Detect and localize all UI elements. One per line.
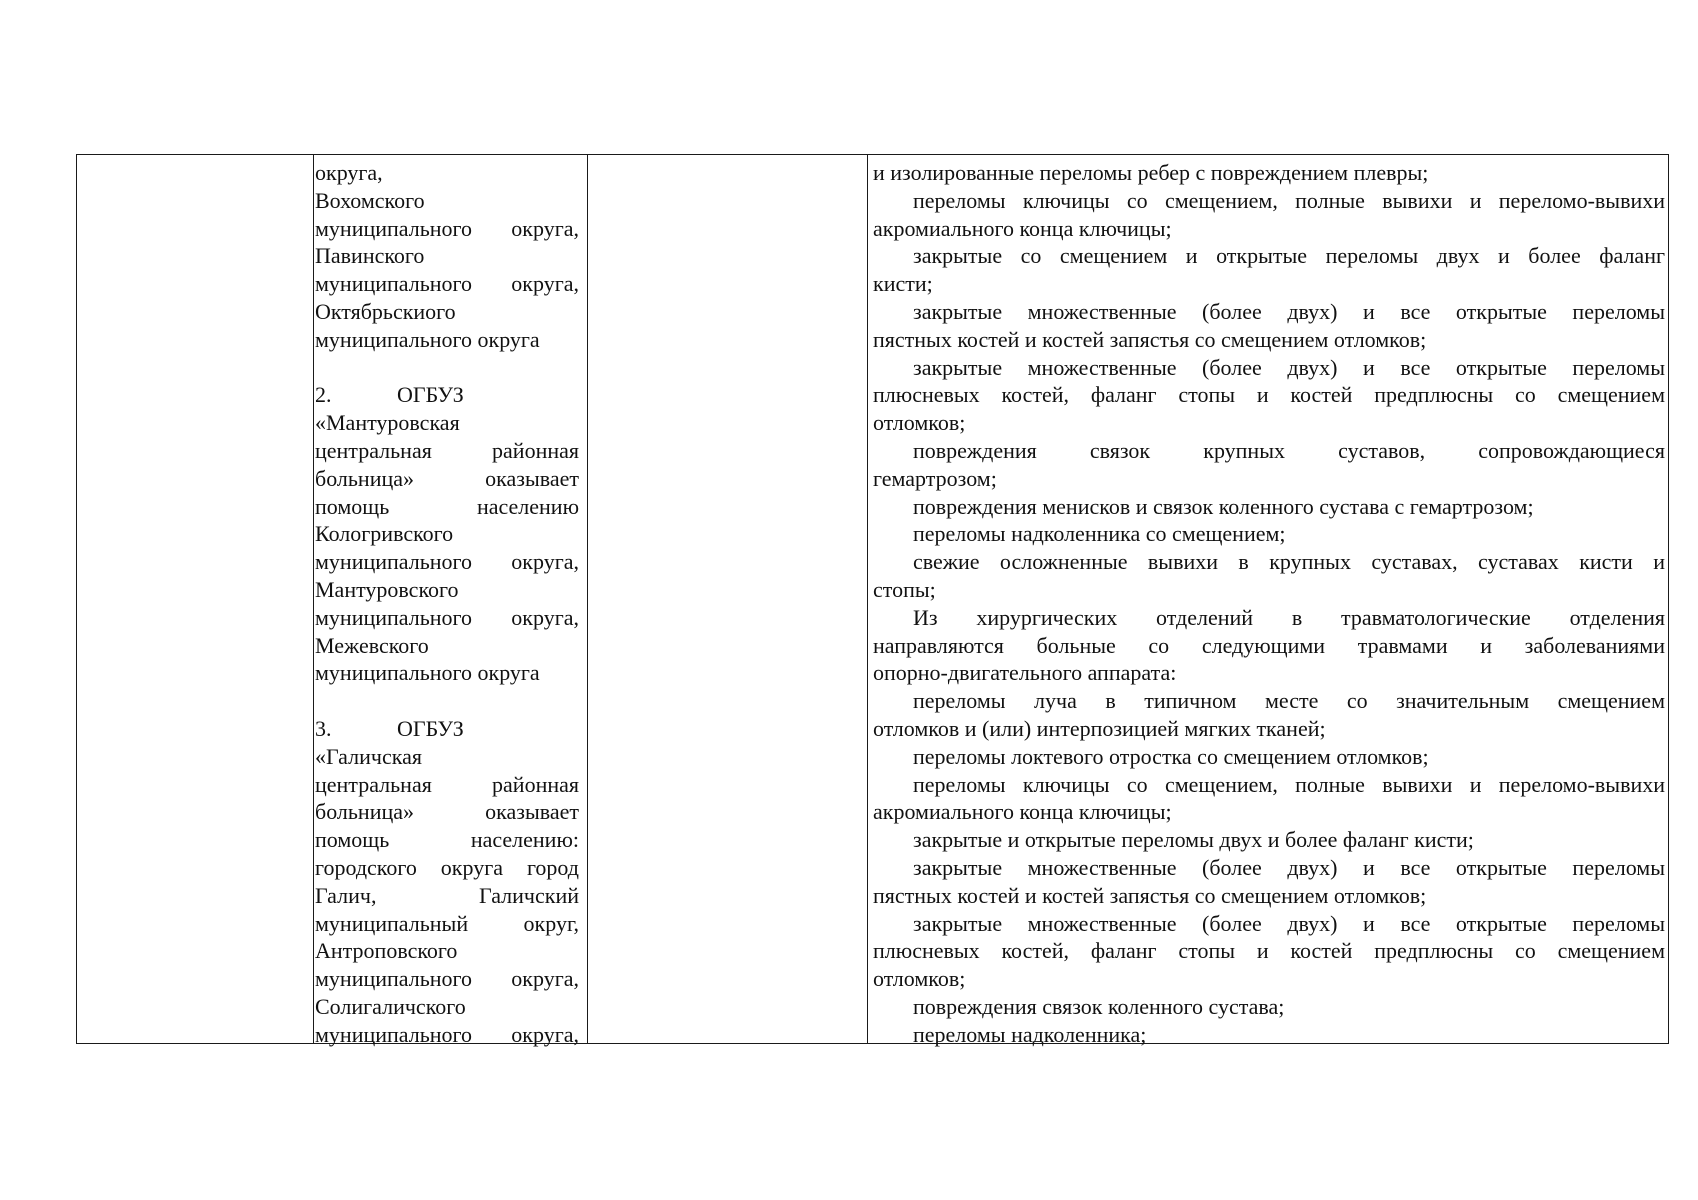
criteria-text-line: отломков; xyxy=(873,410,966,436)
criteria-text-line: закрытые множественные (более двух) и все открытые переломы xyxy=(913,910,1665,936)
criteria-text-line: переломы луча в типичном месте со значительным смещением xyxy=(913,688,1665,714)
institution-text-line: Кологривского xyxy=(315,521,454,547)
institution-text-line: округа, xyxy=(315,160,383,185)
criteria-text-line: закрытые множественные (более двух) и все открытые переломы xyxy=(913,298,1665,324)
criteria-text-line: отломков; xyxy=(873,966,966,992)
criteria-text-line: закрытые и открытые переломы двух и более фаланг кисти; xyxy=(913,827,1474,853)
institution-text-line: городского округа город xyxy=(315,854,579,880)
institution-text-line: муниципального округа xyxy=(315,660,540,686)
institution-text-line: центральная районная xyxy=(315,771,579,797)
criteria-text-line: акромиального конца ключицы; xyxy=(873,215,1172,241)
criteria-text-line: переломы локтевого отростка со смещением отломков; xyxy=(913,743,1429,769)
criteria-text-line: переломы ключицы со смещением, полные вывихи и переломо-вывихи xyxy=(913,187,1665,213)
institution-text-line: муниципального округа, xyxy=(315,549,579,575)
criteria-text-line: пястных костей и костей запястья со смещением отломков; xyxy=(873,882,1427,908)
criteria-text-line: стопы; xyxy=(873,576,936,602)
institution-text-line: Межевского xyxy=(315,632,429,658)
paragraph-gap xyxy=(315,687,579,715)
institution-text-line: Павинского xyxy=(315,243,425,269)
criteria-column xyxy=(873,159,1665,1049)
column-divider-2 xyxy=(587,155,588,1043)
institution-text-line: центральная районная xyxy=(315,437,579,463)
column-divider-1 xyxy=(313,155,314,1043)
criteria-text-line: переломы ключицы со смещением, полные вывихи и переломо-вывихи xyxy=(913,771,1665,797)
criteria-text-line: закрытые множественные (более двух) и все открытые переломы xyxy=(913,854,1665,880)
institution-text-line: муниципального округа xyxy=(315,326,540,352)
paragraph-gap xyxy=(315,354,579,382)
institution-text-line: муниципального округа, xyxy=(315,271,579,297)
criteria-text-line: Из хирургических отделений в травматологические отделения xyxy=(913,604,1665,630)
column-divider-3 xyxy=(867,155,868,1043)
institution-text-line: Солигаличского xyxy=(315,993,466,1019)
institution-text-line: муниципального округа, xyxy=(315,1021,579,1047)
criteria-text-line: повреждения связок коленного сустава; xyxy=(913,993,1285,1019)
institution-text-line: помощь населению: xyxy=(315,827,579,853)
institution-text-line: больница» оказывает xyxy=(315,465,579,491)
criteria-text-line: акромиального конца ключицы; xyxy=(873,799,1172,825)
document-table xyxy=(76,154,1669,1047)
criteria-text-line: закрытые множественные (более двух) и все открытые переломы xyxy=(913,354,1665,380)
institution-text-line: Вохомского xyxy=(315,187,425,213)
institution-text-line: муниципальный округ, xyxy=(315,910,579,936)
institution-text-line: помощь населению xyxy=(315,493,579,519)
criteria-text-line: повреждения связок крупных суставов, сопровождающиеся xyxy=(913,437,1665,463)
institution-text-line: Октябрьскиого xyxy=(315,298,456,324)
institution-text-line: Мантуровского xyxy=(315,576,459,602)
institution-text-line: муниципального округа, xyxy=(315,604,579,630)
institutions-column xyxy=(315,159,579,1049)
criteria-text-line: кисти; xyxy=(873,271,933,297)
criteria-text-line: переломы надколенника; xyxy=(913,1021,1147,1047)
criteria-text-line: направляются больные со следующими травмами и заболеваниями xyxy=(873,632,1665,658)
criteria-text-line: плюсневых костей, фаланг стопы и костей предплюсны со смещением xyxy=(873,382,1665,408)
institution-text-line: «Мантуровская xyxy=(315,410,460,436)
criteria-text-line: пястных костей и костей запястья со смещением отломков; xyxy=(873,326,1427,352)
institution-text-line: больница» оказывает xyxy=(315,799,579,825)
institution-text-line: муниципального округа, xyxy=(315,215,579,241)
criteria-text-line: опорно-двигательного аппарата: xyxy=(873,660,1177,686)
institution-number-line: 2. ОГБУЗ xyxy=(315,382,464,408)
institution-text-line: Галич, Галичский xyxy=(315,882,579,908)
criteria-text-line: свежие осложненные вывихи в крупных суставах, суставах кисти и xyxy=(913,549,1665,575)
criteria-text-line: повреждения менисков и связок коленного сустава с гемартрозом; xyxy=(913,493,1534,519)
criteria-text-line: плюсневых костей, фаланг стопы и костей предплюсны со смещением xyxy=(873,938,1665,964)
institution-number-line: 3. ОГБУЗ xyxy=(315,715,464,741)
criteria-text-line: переломы надколенника со смещением; xyxy=(913,521,1286,547)
criteria-text-line: гемартрозом; xyxy=(873,465,997,491)
institution-text-line: Антроповского xyxy=(315,938,458,964)
institution-text-line: муниципального округа, xyxy=(315,966,579,992)
institution-text-line: «Галичская xyxy=(315,743,422,769)
criteria-text-line: и изолированные переломы ребер с повреждением плевры; xyxy=(873,160,1429,185)
criteria-text-line: отломков и (или) интерпозицией мягких тканей; xyxy=(873,715,1326,741)
criteria-text-line: закрытые со смещением и открытые переломы двух и более фаланг xyxy=(913,243,1665,269)
